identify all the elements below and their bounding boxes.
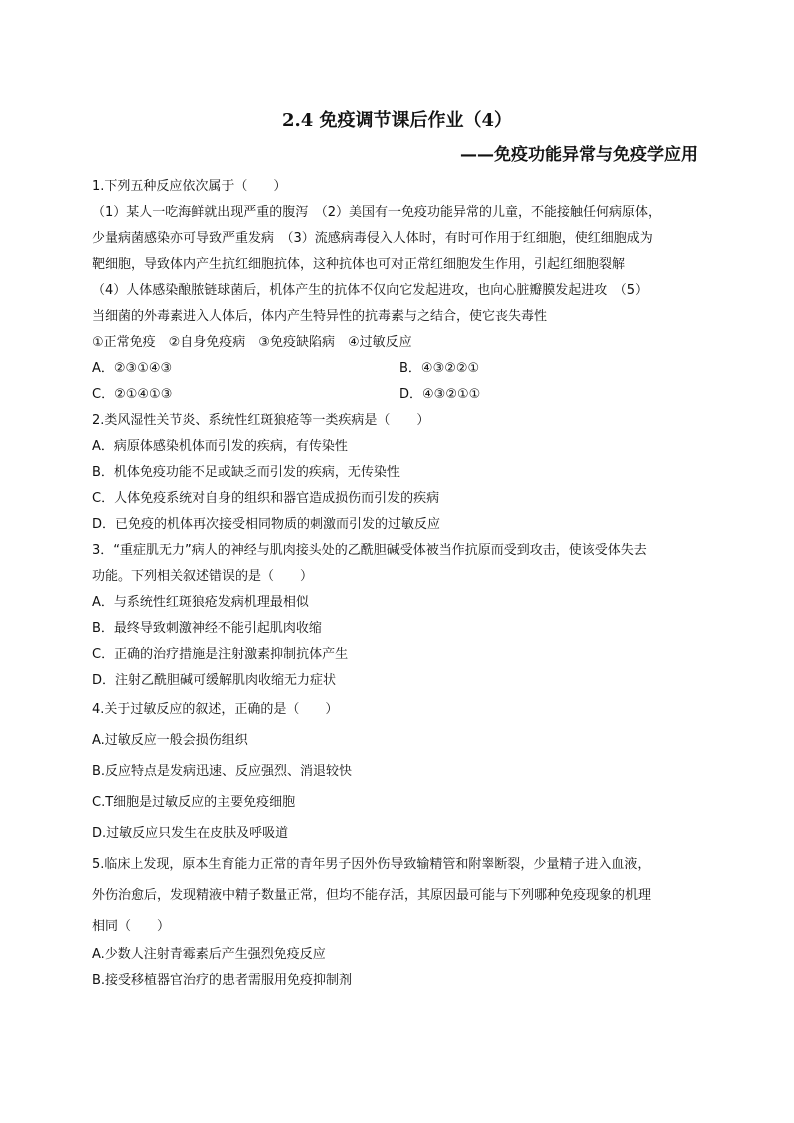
question-2-option-a: A．病原体感染机体而引发的疾病，有传染性 [92,439,348,454]
question-3-option-a: A．与系统性红斑狼疮发病机理最相似 [92,595,309,610]
question-3 [92,538,706,694]
question-5-stem-line: 相同（ ） [92,919,171,934]
question-1-text-line: 少量病菌感染亦可导致严重发病 （3）流感病毒侵入人体时，有时可作用于红细胞，使红细胞成为 [92,231,653,246]
question-5-option-b: B.接受移植器官治疗的患者需服用免疫抑制剂 [92,973,353,988]
question-2-option-d: D．已免疫的机体再次接受相同物质的刺激而引发的过敏反应 [92,517,441,532]
question-1-options-row [92,356,706,382]
question-5-option-a: A.少数人注射青霉素后产生强烈免疫反应 [92,947,326,962]
question-2-option-c: C．人体免疫系统对自身的组织和器官造成损伤而引发的疾病 [92,491,440,506]
question-list [92,174,706,994]
question-1-text-line: 当细菌的外毒素进入人体后，体内产生特异性的抗毒素与之结合，使它丧失毒性 [92,309,548,324]
question-2 [92,408,706,538]
question-2-stem: 2.类风湿性关节炎、系统性红斑狼疮等一类疾病是（ ） [92,413,430,428]
question-4-option-c: C.T细胞是过敏反应的主要免疫细胞 [92,795,296,810]
question-5-stem-line: 外伤治愈后，发现精液中精子数量正常，但均不能存活，其原因最可能与下列哪种免疫现象的机理 [92,888,652,903]
question-1-options-row [92,382,706,408]
question-3-stem-line: 功能。下列相关叙述错误的是（ ） [92,569,314,584]
question-4-stem: 4.关于过敏反应的叙述，正确的是（ ） [92,702,339,717]
question-3-option-b: B．最终导致刺激神经不能引起肌肉收缩 [92,621,322,636]
question-1-text-line: 靶细胞，导致体内产生抗红细胞抗体，这种抗体也可对正常红细胞发生作用，引起红细胞裂解 [92,257,626,272]
question-3-stem-line: 3．“重症肌无力”病人的神经与肌肉接头处的乙酰胆碱受体被当作抗原而受到攻击，使该受体失去 [92,543,647,558]
question-1-stem: 1.下列五种反应依次属于（ ） [92,179,287,194]
question-1-text-line: （4）人体感染酿脓链球菌后，机体产生的抗体不仅向它发起进攻，也向心脏瓣膜发起进攻 （5） [92,283,649,298]
question-3-option-c: C．正确的治疗措施是注射激素抑制抗体产生 [92,647,349,662]
question-5 [92,849,706,994]
question-1-categories: ①正常免疫 ②自身免疫病 ③免疫缺陷病 ④过敏反应 [92,335,412,350]
page-subtitle: ——免疫功能异常与免疫学应用 [460,145,698,165]
question-4-option-a: A.过敏反应一般会损伤组织 [92,733,248,748]
page-title: 2.4 免疫调节课后作业（4） [281,110,513,131]
question-1-text-line: （1）某人一吃海鲜就出现严重的腹泻 （2）美国有一免疫功能异常的儿童，不能接触任何病原体， [92,205,662,220]
question-5-stem-line: 5.临床上发现，原本生育能力正常的青年男子因外伤导致输精管和附睾断裂，少量精子进入血液， [92,857,651,872]
question-1-option-b: B．④③②②① [399,361,480,376]
question-4 [92,694,706,849]
question-1-option-d: D．④③②①① [399,387,481,402]
question-3-option-d: D．注射乙酰胆碱可缓解肌肉收缩无力症状 [92,673,337,688]
question-4-option-b: B.反应特点是发病迅速、反应强烈、消退较快 [92,764,353,779]
question-2-option-b: B．机体免疫功能不足或缺乏而引发的疾病，无传染性 [92,465,400,480]
question-1 [92,174,706,408]
question-1-option-c: C．②①④①③ [92,387,173,402]
question-4-option-d: D.过敏反应只发生在皮肤及呼吸道 [92,826,289,841]
question-1-option-a: A．②③①④③ [92,361,173,376]
